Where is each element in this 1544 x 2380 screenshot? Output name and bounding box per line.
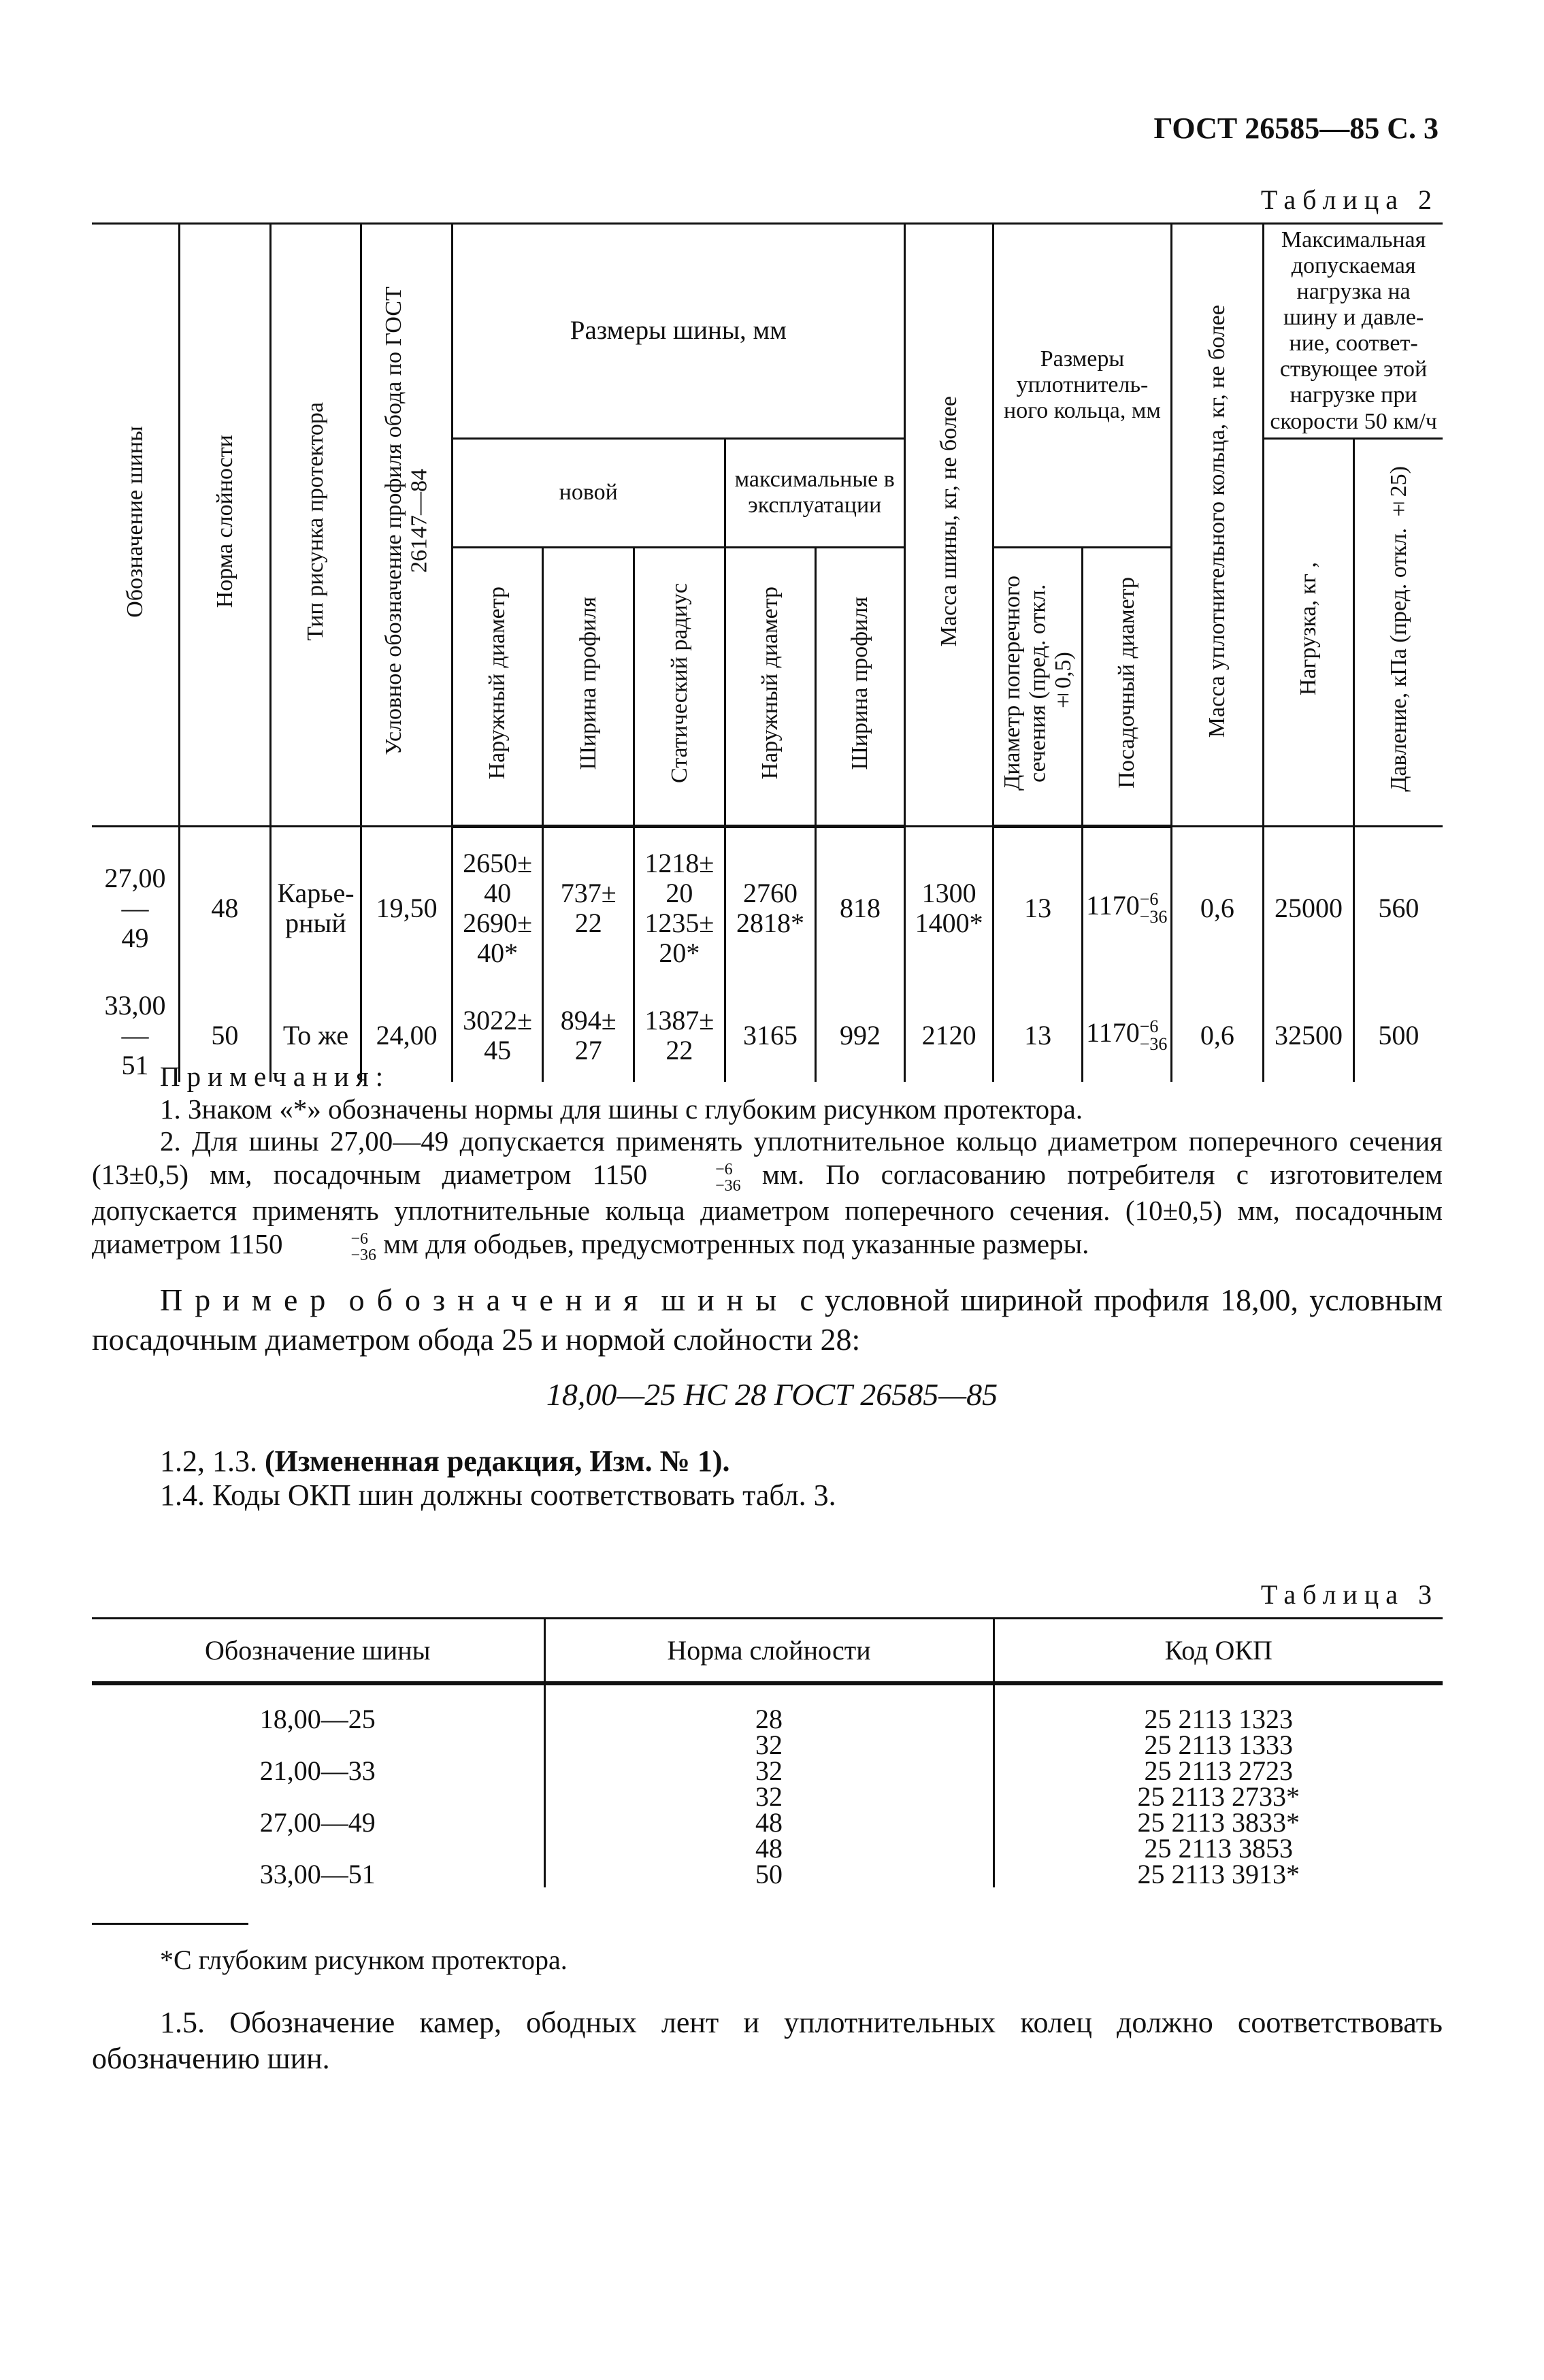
- cell-max-width: 818: [816, 826, 905, 989]
- list-item: 33,00—51: [259, 1859, 376, 1889]
- th-pressure: Давление, кПа (пред. откл. ±25): [1353, 438, 1443, 826]
- cell-mass: 1300 1400*: [904, 826, 993, 989]
- list-item: 25 2113 2733*: [1137, 1781, 1300, 1812]
- table-2: [92, 223, 1443, 1082]
- th-load: Нагрузка, кг ,: [1264, 438, 1354, 826]
- list-item: 50: [755, 1859, 783, 1889]
- th-ring-cross: Диаметр поперечного сечения (пред. откл. ±0,5): [993, 547, 1083, 826]
- cell-ring-seat: 1170 −6 −36: [1082, 989, 1171, 1082]
- cell-rim: 19,50: [361, 826, 453, 989]
- list-item: 48: [755, 1807, 783, 1838]
- cell3-codes: [993, 1683, 1443, 1887]
- cell-ring-cross: 13: [993, 989, 1083, 1082]
- table2-caption: Таблица 2: [1260, 184, 1439, 215]
- cell3-plies: [544, 1683, 993, 1887]
- clause-1-2: 1.2, 1.3. (Измененная редакция, Изм. № 1).: [160, 1444, 730, 1478]
- th-max: максимальные в эксплуатации: [725, 438, 904, 547]
- cell-designation: 27,00— 49: [92, 826, 180, 989]
- th-rim: Условное обозначение профиля обода по ГОСТ 26147—84: [361, 224, 453, 827]
- cell-load: 32500: [1264, 989, 1354, 1082]
- cell-tread: То же: [270, 989, 361, 1082]
- list-item: 25 2113 1323: [1144, 1704, 1293, 1734]
- footnote-rule: [92, 1923, 248, 1925]
- th-ring-seat: Посадочный диаметр: [1082, 547, 1171, 826]
- cell-max-outer-d: 3165: [725, 989, 816, 1082]
- list-item: 25 2113 3833*: [1137, 1807, 1300, 1838]
- cell-width: 894± 27: [543, 989, 634, 1082]
- table3-caption: Таблица 3: [1260, 1579, 1439, 1610]
- designation-example: Пример обозначения шины с условной шириной профиля 18,00, условным посадочным диаметром обода 25 и нормой слойности 28:: [92, 1283, 1443, 1357]
- th-ring-mass: Масса уплотнительного кольца, кг, не более: [1171, 224, 1264, 827]
- list-item: 21,00—33: [259, 1755, 376, 1786]
- cell-ring-mass: 0,6: [1171, 826, 1264, 989]
- cell-pressure: 560: [1353, 826, 1443, 989]
- cell-mass: 2120: [904, 989, 993, 1082]
- th-size-group: Размеры шины, мм: [452, 224, 904, 439]
- th-tread: Тип рисунка протектора: [270, 224, 361, 827]
- th3-ply: Норма слойности: [544, 1619, 993, 1684]
- cell-static-r: 1218± 20 1235± 20*: [634, 826, 725, 989]
- table-row: [92, 826, 1443, 989]
- cell-static-r: 1387± 22: [634, 989, 725, 1082]
- note-2: 2. Для шины 27,00—49 допускается применять уплотнительное кольцо диаметром поперечного сечения (13±0,5) мм, посадочным диаметром 1150 −6 −36 мм. По согласованию потребителя с изготовителем допускается применять уплотнительные кольца диаметром поперечного сечения. (10±0,5) мм, посадочным диаметром 1150 −6 −36 мм для ободьев, предусмотренных под указанные размеры.: [92, 1125, 1443, 1264]
- page-header: ГОСТ 26585—85 С. 3: [1153, 112, 1439, 145]
- clause-1-4: 1.4. Коды ОКП шин должны соответствовать табл. 3.: [160, 1478, 836, 1512]
- cell-rim: 24,00: [361, 989, 453, 1082]
- cell-ring-cross: 13: [993, 826, 1083, 989]
- cell-designation: 33,00— 51: [92, 989, 180, 1082]
- cell-ply: 48: [180, 826, 271, 989]
- th-ply: Норма слойности: [180, 224, 271, 827]
- cell-outer-d: 2650± 40 2690± 40*: [452, 826, 543, 989]
- th-max-outer-d: Наружный диаметр: [725, 547, 816, 826]
- th-max-width: Ширина профиля: [816, 547, 905, 826]
- cell-ring-seat: 1170 −6 −36: [1082, 826, 1171, 989]
- cell3-designations: [92, 1683, 544, 1887]
- list-item: 25 2113 2723: [1144, 1755, 1293, 1786]
- th-load-group: Максимальная допускаемая нагрузка на шину и давле-ние, соответ-ствующее этой нагрузке при скорости 50 км/ч: [1264, 224, 1443, 439]
- th-static-r: Статический радиус: [634, 547, 725, 826]
- clause-1-5: 1.5. Обозначение камер, ободных лент и уплотнительных колец должно соответствовать обозначению шин.: [92, 2006, 1443, 2075]
- th3-designation: Обозначение шины: [92, 1619, 544, 1684]
- cell-width: 737± 22: [543, 826, 634, 989]
- note-1: 1. Знаком «*» обозначены нормы для шины с глубоким рисунком протектора.: [160, 1093, 1083, 1125]
- list-item: 27,00—49: [259, 1807, 376, 1838]
- list-item: 25 2113 3853: [1144, 1833, 1293, 1864]
- cell-ring-mass: 0,6: [1171, 989, 1264, 1082]
- cell-tread: Карье- рный: [270, 826, 361, 989]
- table-3: [92, 1617, 1443, 1887]
- list-item: 18,00—25: [259, 1704, 376, 1734]
- cell-ply: 50: [180, 989, 271, 1082]
- list-item: 25 2113 3913*: [1137, 1859, 1300, 1889]
- th-designation: Обозначение шины: [92, 224, 180, 827]
- cell-load: 25000: [1264, 826, 1354, 989]
- example-formula: 18,00—25 НС 28 ГОСТ 26585—85: [546, 1377, 998, 1412]
- th-new: новой: [452, 438, 725, 547]
- th-ring-group: Размеры уплотнитель-ного кольца, мм: [993, 224, 1171, 548]
- notes-title: Примечания:: [160, 1061, 391, 1092]
- cell-pressure: 500: [1353, 989, 1443, 1082]
- list-item: 25 2113 1333: [1144, 1730, 1293, 1760]
- th3-code: Код ОКП: [993, 1619, 1443, 1684]
- list-item: 48: [755, 1833, 783, 1864]
- th-outer-d: Наружный диаметр: [452, 547, 543, 826]
- cell-max-outer-d: 2760 2818*: [725, 826, 816, 989]
- cell-outer-d: 3022± 45: [452, 989, 543, 1082]
- th-mass: Масса шины, кг, не более: [904, 224, 993, 827]
- list-item: 32: [755, 1730, 783, 1760]
- footnote: *С глубоким рисунком протектора.: [160, 1945, 568, 1975]
- list-item: 32: [755, 1755, 783, 1786]
- list-item: 32: [755, 1781, 783, 1812]
- list-item: 28: [755, 1704, 783, 1734]
- cell-max-width: 992: [816, 989, 905, 1082]
- th-width: Ширина профиля: [543, 547, 634, 826]
